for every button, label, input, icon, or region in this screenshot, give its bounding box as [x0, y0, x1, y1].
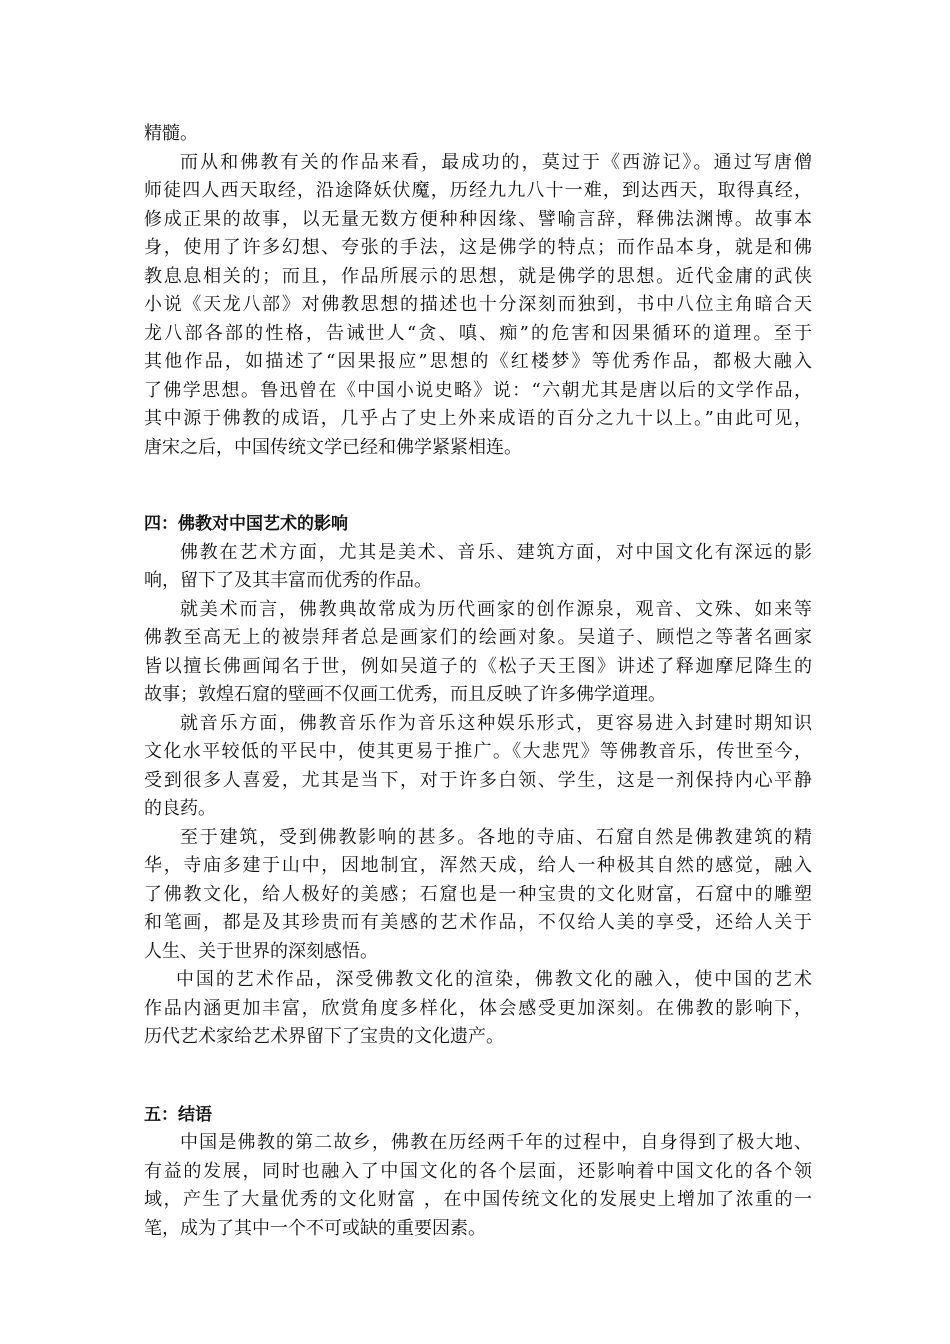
text-line: 历代艺术家给艺术界留下了宝贵的文化遗产。: [144, 1026, 504, 1047]
text-line: 人生、关于世界的深刻感悟。: [144, 940, 378, 962]
text-line: 笔，成为了其中一个不可或缺的重要因素。: [144, 1217, 486, 1239]
intro-paragraph-tail: [144, 120, 812, 149]
text-line: 的良药。: [144, 798, 216, 819]
paragraph-fine-arts: [144, 596, 812, 710]
section-heading: 四：佛教对中国艺术的影响: [144, 514, 348, 534]
text-line: 佛教至高无上的被崇拜者总是画家们的绘画对象。吴道子、顾恺之等著名画家: [144, 627, 812, 648]
text-line: 身，使用了许多幻想、夸张的手法，这是佛学的特点；而作品本身，就是和佛: [144, 237, 812, 258]
text-line: 域，产生了大量优秀的文化财富 ，在中国传统文化的发展史上增加了浓重的一: [144, 1189, 812, 1210]
text-line: 至于建筑，受到佛教影响的甚多。各地的寺庙、石窟自然是佛教建筑的精: [180, 826, 812, 848]
text-line: 其他作品，如描述了“因果报应”思想的《红楼梦》等优秀作品，都极大融入: [144, 351, 812, 372]
text-line: 师徒四人西天取经，沿途降妖伏魔，历经九九八十一难，到达西天，取得真经，: [144, 180, 812, 201]
text-line: 受到很多人喜爱，尤其是当下，对于许多白领、学生，这是一剂保持内心平静: [144, 769, 812, 791]
paragraph-architecture: [144, 824, 812, 967]
text-line: 和笔画，都是及其珍贵而有美感的艺术作品，不仅给人美的享受，还给人关于: [144, 912, 812, 933]
text-line: 作品内涵更加丰富，欣赏角度多样化，体会感受更加深刻。在佛教的影响下，: [144, 997, 812, 1019]
paragraph-music: [144, 710, 812, 824]
text-line: 中国的艺术作品，深受佛教文化的渲染，佛教文化的融入，使中国的艺术: [176, 969, 812, 990]
text-line: 修成正果的故事，以无量无数方便种种因缘、譬喻言辞，释佛法渊博。故事本: [144, 208, 812, 230]
document-page: [144, 120, 812, 1243]
text-line: 教息息相关的；而且，作品所展示的思想，就是佛学的思想。近代金庸的武侠: [144, 265, 812, 287]
paragraph-art-intro: [144, 539, 812, 596]
text-line: 有益的发展，同时也融入了中国文化的各个层面，还影响着中国文化的各个领: [144, 1160, 812, 1182]
text-line: 龙八部各部的性格，告诫世人“贪、嗔、痴”的危害和因果循环的道理。至于: [144, 322, 812, 344]
section-heading: 五：结语: [144, 1104, 212, 1125]
text-line: 唐宋之后，中国传统文学已经和佛学紧紧相连。: [144, 436, 522, 458]
text-line: 华，寺庙多建于山中，因地制宜，浑然天成，给人一种极其自然的感觉，融入: [144, 855, 812, 876]
section-conclusion: [144, 1101, 812, 1244]
section-gap: [144, 462, 812, 510]
text-line: 了佛学思想。鲁迅曾在《中国小说史略》说：“六朝尤其是唐以后的文学作品，: [144, 379, 812, 401]
text-line: 就美术而言，佛教典故常成为历代画家的创作源泉，观音、文殊、如来等: [180, 598, 812, 620]
section-gap: [144, 1052, 812, 1101]
paragraph-conclusion: [144, 1129, 812, 1243]
text-line: 而从和佛教有关的作品来看，最成功的，莫过于《西游记》。通过写唐僧: [180, 151, 812, 173]
text-line: 小说《天龙八部》对佛教思想的描述也十分深刻而独到，书中八位主角暗合天: [144, 294, 812, 315]
text-line: 佛教在艺术方面，尤其是美术、音乐、建筑方面，对中国文化有深远的影: [180, 541, 812, 563]
section-art-influence: [144, 510, 812, 1052]
paragraph-xiyouji: [144, 149, 812, 463]
text-line: 中国是佛教的第二故乡，佛教在历经两千年的过程中，自身得到了极大地、: [180, 1132, 812, 1153]
text-line: 精髓。: [144, 123, 198, 144]
paragraph-art-summary: [144, 966, 812, 1052]
text-line: 文化水平较低的平民中，使其更易于推广。《大悲咒》等佛教音乐，传世至今，: [144, 741, 812, 762]
text-line: 故事；敦煌石窟的壁画不仅画工优秀，而且反映了许多佛学道理。: [144, 684, 666, 705]
text-line: 响，留下了及其丰富而优秀的作品。: [144, 570, 432, 591]
text-line: 皆以擅长佛画闻名于世，例如吴道子的《松子天王图》讲述了释迦摩尼降生的: [144, 655, 812, 677]
text-line: 其中源于佛教的成语，几乎占了史上外来成语的百分之九十以上。”由此可见，: [144, 408, 812, 429]
text-line: 了佛教文化，给人极好的美感；石窟也是一种宝贵的文化财富，石窟中的雕塑: [144, 883, 812, 905]
text-line: 就音乐方面，佛教音乐作为音乐这种娱乐形式，更容易进入封建时期知识: [180, 712, 812, 734]
